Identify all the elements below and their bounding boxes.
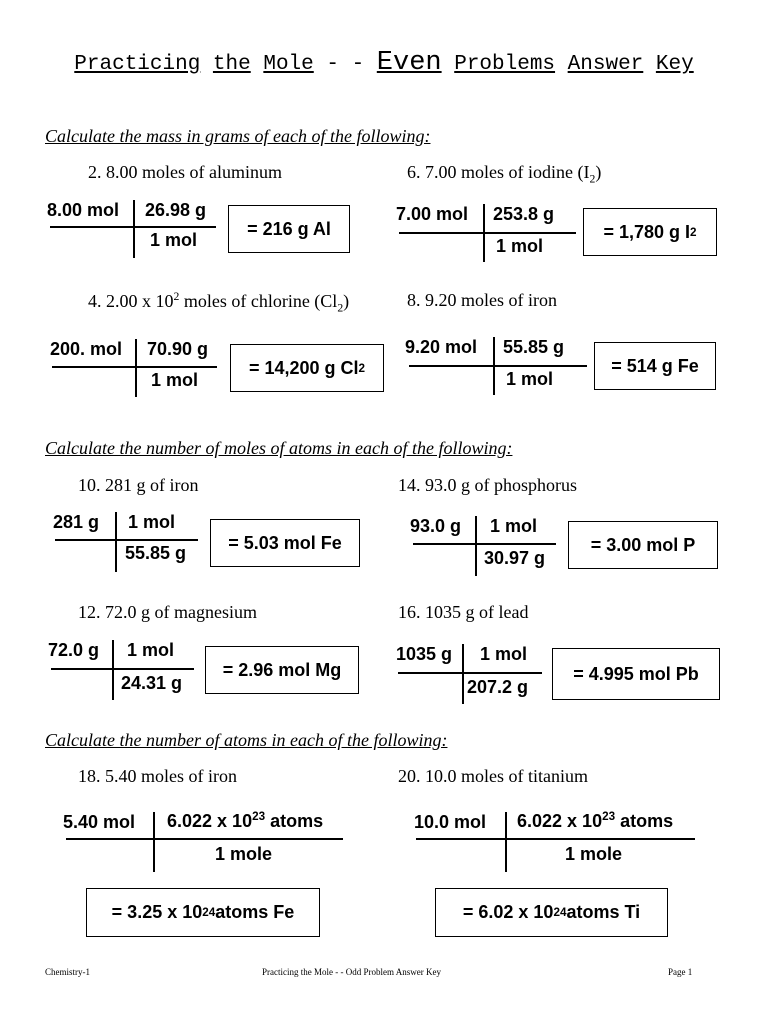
fraction-divider bbox=[505, 812, 507, 872]
given-value: 8.00 mol bbox=[47, 200, 120, 220]
given-value: 1035 g bbox=[396, 644, 453, 664]
fraction-divider bbox=[133, 200, 135, 258]
title-word-even: Even bbox=[376, 48, 442, 78]
title-word: Mole bbox=[263, 53, 314, 76]
problem-12-label: 12. 72.0 g of magnesium bbox=[78, 602, 257, 622]
problem-2-label: 2. 8.00 moles of aluminum bbox=[88, 162, 282, 182]
problem-4-label: 4. 2.00 x $10^2$ moles of chlorine $(Cl_2)$ bbox=[88, 290, 350, 315]
section-heading-atoms: Calculate the number of atoms in each of the following: bbox=[45, 730, 448, 750]
conversion-denominator: 55.85 g bbox=[125, 543, 187, 563]
answer-box: = 3.00 mol P bbox=[568, 521, 718, 569]
section-heading-moles: Calculate the number of moles of atoms in each of the following: bbox=[45, 438, 513, 458]
conversion-denominator: 1 mole bbox=[215, 844, 273, 864]
answer-box: = 6.02 x 10 24 atoms Ti bbox=[435, 888, 668, 937]
conversion-numerator: 70.90 g bbox=[147, 339, 209, 359]
problem-6-label: 6. 7.00 moles of iodine $(I_2)$ bbox=[407, 162, 602, 186]
conversion-denominator: 1 mol bbox=[150, 230, 198, 250]
problem-14-label: 14. 93.0 g of phosphorus bbox=[398, 475, 577, 495]
fraction-line bbox=[398, 672, 542, 674]
conversion-denominator: 1 mole bbox=[565, 844, 623, 864]
fraction-divider bbox=[493, 337, 495, 395]
conversion-numerator: 1 mol bbox=[480, 644, 528, 664]
title-word: Answer bbox=[567, 53, 644, 76]
given-value: 9.20 mol bbox=[405, 337, 478, 357]
fraction-divider bbox=[462, 644, 464, 704]
answer-box: = 14,200 g Cl 2 bbox=[230, 344, 384, 392]
fraction-line bbox=[399, 232, 576, 234]
conversion-denominator: 1 mol bbox=[506, 369, 554, 389]
fraction-line bbox=[66, 838, 343, 840]
problem-18-label: 18. 5.40 moles of iron bbox=[78, 766, 237, 786]
fraction-divider bbox=[135, 339, 137, 397]
fraction-line bbox=[413, 543, 556, 545]
title-word: Key bbox=[655, 53, 694, 76]
answer-box: = 3.25 x 10 24 atoms Fe bbox=[86, 888, 320, 937]
conversion-denominator: 1 mol bbox=[496, 236, 544, 256]
conversion-numerator: 1 mol bbox=[128, 512, 176, 532]
conversion-numerator: 55.85 g bbox=[503, 337, 565, 357]
given-value: 10.0 mol bbox=[414, 812, 487, 832]
given-value: 72.0 g bbox=[48, 640, 100, 660]
conversion-denominator: 24.31 g bbox=[121, 673, 183, 693]
title-dashes: - - bbox=[326, 53, 365, 76]
title-word: Problems bbox=[454, 53, 556, 76]
section-heading-mass: Calculate the mass in grams of each of the following: bbox=[45, 126, 431, 146]
answer-box: = 1,780 g I 2 bbox=[583, 208, 717, 256]
fraction-line bbox=[409, 365, 587, 367]
problem-10-label: 10. 281 g of iron bbox=[78, 475, 199, 495]
conversion-numerator: 1 mol bbox=[490, 516, 538, 536]
conversion-numerator: 6.022 x $10^{23}$ atoms bbox=[167, 810, 324, 831]
fraction-divider bbox=[483, 204, 485, 262]
given-value: 200. mol bbox=[50, 339, 123, 359]
conversion-denominator: 1 mol bbox=[151, 370, 199, 390]
page-title bbox=[0, 48, 768, 78]
fraction-divider bbox=[153, 812, 155, 872]
problem-8-label: 8. 9.20 moles of iron bbox=[407, 290, 557, 310]
conversion-numerator: 1 mol bbox=[127, 640, 175, 660]
fraction-line bbox=[51, 668, 194, 670]
footer-center: Practicing the Mole - - Odd Problem Answer Key bbox=[262, 967, 441, 977]
fraction-line bbox=[55, 539, 198, 541]
given-value: 93.0 g bbox=[410, 516, 462, 536]
given-value: 5.40 mol bbox=[63, 812, 136, 832]
answer-box: = 4.995 mol Pb bbox=[552, 648, 720, 700]
given-value: 281 g bbox=[53, 512, 100, 532]
conversion-numerator: 26.98 g bbox=[145, 200, 207, 220]
answer-box: = 2.96 mol Mg bbox=[205, 646, 359, 694]
problem-16-label: 16. 1035 g of lead bbox=[398, 602, 529, 622]
given-value: 7.00 mol bbox=[396, 204, 469, 224]
conversion-denominator: 207.2 g bbox=[467, 677, 529, 697]
title-word: the bbox=[212, 53, 251, 76]
fraction-divider bbox=[112, 640, 114, 700]
conversion-numerator: 253.8 g bbox=[493, 204, 555, 224]
conversion-denominator: 30.97 g bbox=[484, 548, 546, 568]
problem-20-label: 20. 10.0 moles of titanium bbox=[398, 766, 588, 786]
footer-left: Chemistry-1 bbox=[45, 967, 90, 977]
footer-page-number: Page 1 bbox=[668, 967, 693, 977]
answer-box: = 5.03 mol Fe bbox=[210, 519, 360, 567]
fraction-divider bbox=[475, 516, 477, 576]
title-word: Practicing bbox=[74, 53, 201, 76]
fraction-line bbox=[416, 838, 695, 840]
fraction-divider bbox=[115, 512, 117, 572]
answer-box: = 514 g Fe bbox=[594, 342, 716, 390]
conversion-numerator: 6.022 x $10^{23}$ atoms bbox=[517, 810, 674, 831]
answer-box: = 216 g Al bbox=[228, 205, 350, 253]
